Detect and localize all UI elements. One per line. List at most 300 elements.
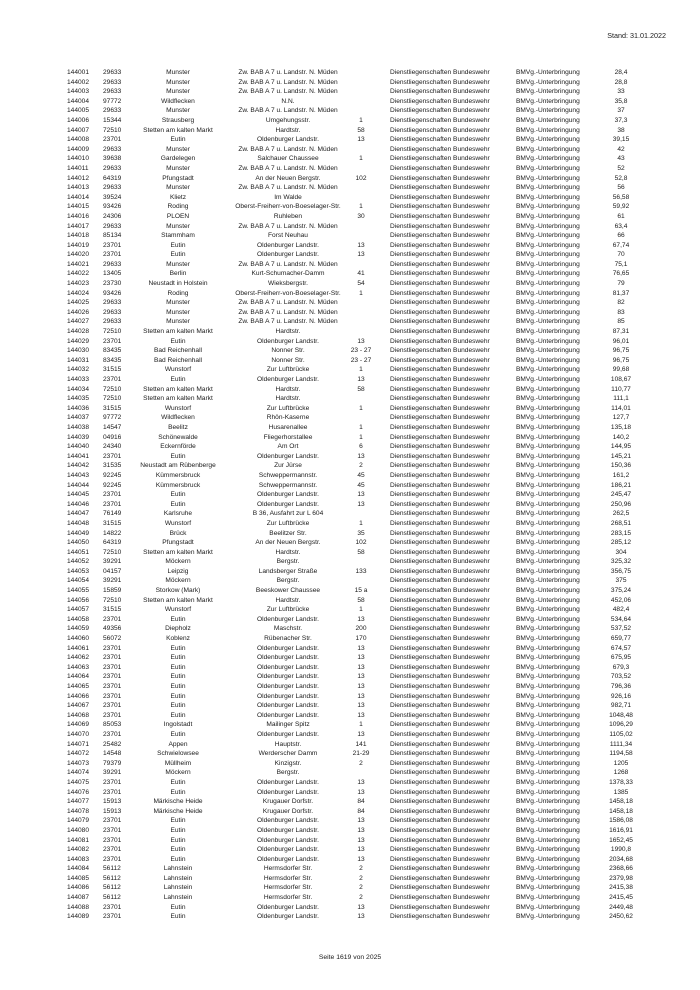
usage-type-cell: BMVg.-Unterbringung xyxy=(516,222,580,230)
usage-type-cell: BMVg.-Unterbringung xyxy=(516,347,580,355)
house-number-cell: 58 xyxy=(357,126,365,134)
postal-code-cell: 72510 xyxy=(103,385,122,393)
property-category-cell: Dienstliegenschaften Bundeswehr xyxy=(390,462,490,470)
row-id-cell: 144048 xyxy=(67,519,90,527)
property-category-cell: Dienstliegenschaften Bundeswehr xyxy=(390,577,490,585)
city-cell: Eutin xyxy=(170,663,186,671)
postal-code-cell: 24306 xyxy=(103,212,122,220)
house-number-cell: 2 xyxy=(359,865,363,873)
postal-code-cell: 15913 xyxy=(103,798,122,806)
area-value-cell: 1458,18 xyxy=(609,798,633,806)
row-id-cell: 144085 xyxy=(67,874,90,882)
street-cell: Oldenburger Landstr. xyxy=(257,644,319,652)
usage-type-cell: BMVg.-Unterbringung xyxy=(516,78,580,86)
usage-type-cell: BMVg.-Unterbringung xyxy=(516,491,580,499)
table-row xyxy=(0,711,700,721)
row-id-cell: 144086 xyxy=(67,884,90,892)
postal-code-cell: 92245 xyxy=(103,471,122,479)
postal-code-cell: 39524 xyxy=(103,193,122,201)
area-value-cell: 674,57 xyxy=(610,644,632,652)
row-id-cell: 144016 xyxy=(67,212,90,220)
property-category-cell: Dienstliegenschaften Bundeswehr xyxy=(390,69,490,76)
property-category-cell: Dienstliegenschaften Bundeswehr xyxy=(390,481,490,489)
property-category-cell: Dienstliegenschaften Bundeswehr xyxy=(390,692,490,700)
row-id-cell: 144041 xyxy=(67,452,90,460)
row-id-cell: 144064 xyxy=(67,673,90,681)
row-id-cell: 144049 xyxy=(67,529,90,537)
city-cell: Eutin xyxy=(170,913,186,921)
postal-code-cell: 29633 xyxy=(103,107,122,115)
usage-type-cell: BMVg.-Unterbringung xyxy=(516,184,580,192)
city-cell: Strausberg xyxy=(161,116,195,124)
usage-type-cell: BMVg.-Unterbringung xyxy=(516,376,580,383)
postal-code-cell: 72510 xyxy=(103,596,122,604)
street-cell: Zur Luftbrücke xyxy=(266,606,310,614)
area-value-cell: 35,8 xyxy=(614,97,628,105)
city-cell: Gardelegen xyxy=(160,155,196,163)
house-number-cell: 141 xyxy=(355,740,367,748)
row-id-cell: 144014 xyxy=(67,193,90,201)
row-id-cell: 144045 xyxy=(67,491,90,499)
table-row xyxy=(0,404,700,414)
postal-code-cell: 29633 xyxy=(103,299,122,307)
street-cell: Zw. BAB A 7 u. Landstr. N. Müden xyxy=(238,107,338,115)
row-id-cell: 144035 xyxy=(67,395,90,403)
city-cell: Stammham xyxy=(161,232,195,240)
city-cell: Eutin xyxy=(170,817,186,825)
house-number-cell: 13 xyxy=(357,711,365,719)
usage-type-cell: BMVg.-Unterbringung xyxy=(516,663,580,671)
table-row xyxy=(0,308,700,318)
property-category-cell: Dienstliegenschaften Bundeswehr xyxy=(390,558,490,566)
table-row xyxy=(0,836,700,846)
table-row xyxy=(0,864,700,874)
area-value-cell: 111,1 xyxy=(613,395,629,403)
row-id-cell: 144078 xyxy=(67,807,90,815)
table-row xyxy=(0,317,700,327)
usage-type-cell: BMVg.-Unterbringung xyxy=(516,193,580,201)
street-cell: Mailinger Spitz xyxy=(266,721,310,729)
street-cell: Zur Luftbrücke xyxy=(266,519,310,527)
postal-code-cell: 23701 xyxy=(103,491,122,499)
usage-type-cell: BMVg.-Unterbringung xyxy=(516,874,580,882)
area-value-cell: 28,4 xyxy=(614,69,628,76)
area-value-cell: 2415,38 xyxy=(609,884,633,892)
table-row xyxy=(0,500,700,510)
usage-type-cell: BMVg.-Unterbringung xyxy=(516,539,580,547)
property-category-cell: Dienstliegenschaften Bundeswehr xyxy=(390,711,490,719)
usage-type-cell: BMVg.-Unterbringung xyxy=(516,308,580,316)
table-row xyxy=(0,912,700,922)
table-row xyxy=(0,231,700,241)
city-cell: Munster xyxy=(166,299,190,307)
table-row xyxy=(0,653,700,663)
street-cell: Oldenburger Landstr. xyxy=(257,702,319,710)
city-cell: Leipzig xyxy=(167,567,189,575)
area-value-cell: 452,06 xyxy=(610,596,632,604)
table-row xyxy=(0,68,700,78)
area-value-cell: 75,1 xyxy=(614,260,628,268)
city-cell: Eutin xyxy=(170,251,186,259)
property-category-cell: Dienstliegenschaften Bundeswehr xyxy=(390,184,490,192)
postal-code-cell: 23701 xyxy=(103,337,122,345)
area-value-cell: 161,2 xyxy=(612,471,630,479)
house-number-cell: 41 xyxy=(357,270,365,278)
usage-type-cell: BMVg.-Unterbringung xyxy=(516,798,580,806)
property-category-cell: Dienstliegenschaften Bundeswehr xyxy=(390,769,490,777)
property-category-cell: Dienstliegenschaften Bundeswehr xyxy=(390,260,490,268)
table-row xyxy=(0,807,700,817)
row-id-cell: 144050 xyxy=(67,539,90,547)
postal-code-cell: 23730 xyxy=(103,280,122,288)
table-row xyxy=(0,701,700,711)
house-number-cell: 30 xyxy=(357,212,365,220)
postal-code-cell: 93426 xyxy=(103,289,122,297)
area-value-cell: 99,68 xyxy=(612,366,630,374)
table-row xyxy=(0,874,700,884)
house-number-cell: 2 xyxy=(359,759,363,767)
property-category-cell: Dienstliegenschaften Bundeswehr xyxy=(390,807,490,815)
row-id-cell: 144018 xyxy=(67,232,90,240)
house-number-cell: 13 xyxy=(357,241,365,249)
street-cell: Oldenburger Landstr. xyxy=(257,500,319,508)
area-value-cell: 534,64 xyxy=(610,615,632,623)
street-cell: Hermsdorfer Str. xyxy=(263,894,313,902)
row-id-cell: 144054 xyxy=(67,577,90,585)
table-row xyxy=(0,97,700,107)
street-cell: Oldenburger Landstr. xyxy=(257,452,319,460)
table-row xyxy=(0,202,700,212)
property-category-cell: Dienstliegenschaften Bundeswehr xyxy=(390,116,490,124)
postal-code-cell: 29633 xyxy=(103,222,122,230)
property-category-cell: Dienstliegenschaften Bundeswehr xyxy=(390,155,490,163)
usage-type-cell: BMVg.-Unterbringung xyxy=(516,702,580,710)
property-category-cell: Dienstliegenschaften Bundeswehr xyxy=(390,539,490,547)
row-id-cell: 144003 xyxy=(67,88,90,96)
postal-code-cell: 23701 xyxy=(103,913,122,921)
table-row xyxy=(0,87,700,97)
usage-type-cell: BMVg.-Unterbringung xyxy=(516,280,580,288)
street-cell: Umgehungsstr. xyxy=(265,116,311,124)
house-number-cell: 13 xyxy=(357,913,365,921)
area-value-cell: 140,2 xyxy=(612,433,630,441)
area-value-cell: 127,7 xyxy=(612,414,630,422)
street-cell: Hermsdorfer Str. xyxy=(263,865,313,873)
street-cell: Im Walde xyxy=(274,193,302,201)
street-cell: Zw. BAB A 7 u. Landstr. N. Müden xyxy=(238,299,338,307)
row-id-cell: 144031 xyxy=(67,356,90,364)
city-cell: Roding xyxy=(167,289,189,297)
postal-code-cell: 23701 xyxy=(103,500,122,508)
area-value-cell: 66 xyxy=(617,232,625,240)
table-row xyxy=(0,394,700,404)
house-number-cell: 2 xyxy=(359,462,363,470)
city-cell: Eutin xyxy=(170,654,186,662)
table-row xyxy=(0,193,700,203)
area-value-cell: 1616,91 xyxy=(609,826,633,834)
postal-code-cell: 23701 xyxy=(103,846,122,854)
table-row xyxy=(0,672,700,682)
area-value-cell: 82 xyxy=(617,299,625,307)
area-value-cell: 1652,45 xyxy=(609,836,633,844)
city-cell: Eutin xyxy=(170,615,186,623)
city-cell: Wunstorf xyxy=(164,366,192,374)
row-id-cell: 144068 xyxy=(67,711,90,719)
street-cell: Zw. BAB A 7 u. Landstr. N. Müden xyxy=(238,145,338,153)
house-number-cell: 200 xyxy=(355,625,367,633)
row-id-cell: 144076 xyxy=(67,788,90,796)
table-row xyxy=(0,624,700,634)
house-number-cell: 1 xyxy=(359,366,363,374)
usage-type-cell: BMVg.-Unterbringung xyxy=(516,615,580,623)
table-row xyxy=(0,615,700,625)
property-category-cell: Dienstliegenschaften Bundeswehr xyxy=(390,846,490,854)
row-id-cell: 144022 xyxy=(67,270,90,278)
row-id-cell: 144023 xyxy=(67,280,90,288)
city-cell: Stetten am kalten Markt xyxy=(143,548,213,556)
property-table xyxy=(0,68,700,922)
city-cell: Eutin xyxy=(170,241,186,249)
usage-type-cell: BMVg.-Unterbringung xyxy=(516,846,580,854)
usage-type-cell: BMVg.-Unterbringung xyxy=(516,692,580,700)
city-cell: Diepholz xyxy=(165,625,191,633)
area-value-cell: 81,37 xyxy=(612,289,630,297)
usage-type-cell: BMVg.-Unterbringung xyxy=(516,836,580,844)
house-number-cell: 13 xyxy=(357,903,365,911)
row-id-cell: 144037 xyxy=(67,414,90,422)
city-cell: Märkische Heide xyxy=(153,807,203,815)
usage-type-cell: BMVg.-Unterbringung xyxy=(516,788,580,796)
area-value-cell: 42 xyxy=(617,145,625,153)
city-cell: Eutin xyxy=(170,376,186,383)
area-value-cell: 304 xyxy=(615,548,627,556)
area-value-cell: 96,01 xyxy=(612,337,630,345)
house-number-cell: 2 xyxy=(359,894,363,902)
area-value-cell: 145,21 xyxy=(610,452,632,460)
area-value-cell: 2449,48 xyxy=(609,903,633,911)
city-cell: Müllheim xyxy=(164,759,192,767)
city-cell: Möckern xyxy=(165,558,191,566)
house-number-cell: 45 xyxy=(357,471,365,479)
house-number-cell: 13 xyxy=(357,778,365,786)
street-cell: Nonner Str. xyxy=(271,347,305,355)
house-number-cell: 35 xyxy=(357,529,365,537)
area-value-cell: 43 xyxy=(617,155,625,163)
city-cell: Eutin xyxy=(170,452,186,460)
table-row xyxy=(0,375,700,385)
row-id-cell: 144073 xyxy=(67,759,90,767)
house-number-cell: 13 xyxy=(357,683,365,690)
usage-type-cell: BMVg.-Unterbringung xyxy=(516,855,580,863)
postal-code-cell: 29633 xyxy=(103,78,122,86)
street-cell: Oldenburger Landstr. xyxy=(257,251,319,259)
row-id-cell: 144056 xyxy=(67,596,90,604)
city-cell: Wunstorf xyxy=(164,606,192,614)
city-cell: Eutin xyxy=(170,778,186,786)
usage-type-cell: BMVg.-Unterbringung xyxy=(516,894,580,902)
postal-code-cell: 83435 xyxy=(103,347,122,355)
postal-code-cell: 23701 xyxy=(103,376,122,383)
table-row xyxy=(0,720,700,730)
postal-code-cell: 23701 xyxy=(103,452,122,460)
area-value-cell: 28,8 xyxy=(614,78,628,86)
row-id-cell: 144063 xyxy=(67,663,90,671)
area-value-cell: 1586,08 xyxy=(609,817,633,825)
street-cell: Bergstr. xyxy=(276,577,300,585)
house-number-cell: 58 xyxy=(357,385,365,393)
city-cell: Koblenz xyxy=(166,635,190,643)
house-number-cell: 13 xyxy=(357,836,365,844)
postal-code-cell: 14822 xyxy=(103,529,122,537)
area-value-cell: 1385 xyxy=(613,788,629,796)
table-row xyxy=(0,327,700,337)
property-category-cell: Dienstliegenschaften Bundeswehr xyxy=(390,88,490,96)
area-value-cell: 96,75 xyxy=(612,356,630,364)
property-category-cell: Dienstliegenschaften Bundeswehr xyxy=(390,798,490,806)
area-value-cell: 186,21 xyxy=(610,481,632,489)
house-number-cell: 13 xyxy=(357,136,365,144)
table-row xyxy=(0,183,700,193)
property-category-cell: Dienstliegenschaften Bundeswehr xyxy=(390,606,490,614)
city-cell: Eutin xyxy=(170,702,186,710)
table-row xyxy=(0,135,700,145)
usage-type-cell: BMVg.-Unterbringung xyxy=(516,606,580,614)
usage-type-cell: BMVg.-Unterbringung xyxy=(516,817,580,825)
table-row xyxy=(0,385,700,395)
area-value-cell: 537,52 xyxy=(610,625,632,633)
area-value-cell: 2379,98 xyxy=(609,874,633,882)
table-row xyxy=(0,490,700,500)
table-row xyxy=(0,663,700,673)
table-row xyxy=(0,365,700,375)
city-cell: Eutin xyxy=(170,673,186,681)
row-id-cell: 144060 xyxy=(67,635,90,643)
table-row xyxy=(0,529,700,539)
area-value-cell: 38 xyxy=(617,126,625,134)
street-cell: Schweppermannstr. xyxy=(258,471,318,479)
property-category-cell: Dienstliegenschaften Bundeswehr xyxy=(390,778,490,786)
usage-type-cell: BMVg.-Unterbringung xyxy=(516,567,580,575)
table-row xyxy=(0,730,700,740)
row-id-cell: 144059 xyxy=(67,625,90,633)
city-cell: Munster xyxy=(166,164,190,172)
street-cell: Hauptstr. xyxy=(274,740,302,748)
house-number-cell: 1 xyxy=(359,423,363,431)
row-id-cell: 144079 xyxy=(67,817,90,825)
house-number-cell: 13 xyxy=(357,730,365,738)
house-number-cell: 13 xyxy=(357,663,365,671)
city-cell: Munster xyxy=(166,69,190,76)
postal-code-cell: 29633 xyxy=(103,260,122,268)
table-row xyxy=(0,346,700,356)
area-value-cell: 52,8 xyxy=(614,174,628,182)
usage-type-cell: BMVg.-Unterbringung xyxy=(516,203,580,211)
table-row xyxy=(0,596,700,606)
street-cell: Beeskower Chaussee xyxy=(255,587,321,595)
postal-code-cell: 23701 xyxy=(103,683,122,690)
postal-code-cell: 64319 xyxy=(103,539,122,547)
street-cell: Oldenburger Landstr. xyxy=(257,730,319,738)
row-id-cell: 144027 xyxy=(67,318,90,326)
house-number-cell: 13 xyxy=(357,251,365,259)
table-row xyxy=(0,250,700,260)
table-row xyxy=(0,154,700,164)
row-id-cell: 144036 xyxy=(67,404,90,412)
house-number-cell: 13 xyxy=(357,337,365,345)
city-cell: Wildflecken xyxy=(161,97,195,105)
table-row xyxy=(0,759,700,769)
postal-code-cell: 15344 xyxy=(103,116,122,124)
table-row xyxy=(0,452,700,462)
usage-type-cell: BMVg.-Unterbringung xyxy=(516,769,580,777)
street-cell: Oldenburger Landstr. xyxy=(257,654,319,662)
postal-code-cell: 93426 xyxy=(103,203,122,211)
street-cell: Oldenburger Landstr. xyxy=(257,913,319,921)
postal-code-cell: 23701 xyxy=(103,836,122,844)
street-cell: Hardtstr. xyxy=(275,548,301,556)
postal-code-cell: 23701 xyxy=(103,817,122,825)
house-number-cell: 13 xyxy=(357,452,365,460)
area-value-cell: 150,36 xyxy=(610,462,632,470)
area-value-cell: 926,16 xyxy=(610,692,632,700)
row-id-cell: 144061 xyxy=(67,644,90,652)
usage-type-cell: BMVg.-Unterbringung xyxy=(516,356,580,364)
property-category-cell: Dienstliegenschaften Bundeswehr xyxy=(390,730,490,738)
property-category-cell: Dienstliegenschaften Bundeswehr xyxy=(390,356,490,364)
usage-type-cell: BMVg.-Unterbringung xyxy=(516,116,580,124)
usage-type-cell: BMVg.-Unterbringung xyxy=(516,107,580,115)
property-category-cell: Dienstliegenschaften Bundeswehr xyxy=(390,164,490,172)
usage-type-cell: BMVg.-Unterbringung xyxy=(516,212,580,220)
area-value-cell: 325,32 xyxy=(610,558,632,566)
row-id-cell: 144042 xyxy=(67,462,90,470)
usage-type-cell: BMVg.-Unterbringung xyxy=(516,481,580,489)
city-cell: Eutin xyxy=(170,788,186,796)
usage-type-cell: BMVg.-Unterbringung xyxy=(516,644,580,652)
row-id-cell: 144051 xyxy=(67,548,90,556)
usage-type-cell: BMVg.-Unterbringung xyxy=(516,558,580,566)
city-cell: Schönewalde xyxy=(158,433,198,441)
property-category-cell: Dienstliegenschaften Bundeswehr xyxy=(390,126,490,134)
property-category-cell: Dienstliegenschaften Bundeswehr xyxy=(390,894,490,902)
row-id-cell: 144012 xyxy=(67,174,90,182)
postal-code-cell: 72510 xyxy=(103,548,122,556)
city-cell: Lahnstein xyxy=(163,894,193,902)
table-row xyxy=(0,557,700,567)
city-cell: Eutin xyxy=(170,836,186,844)
postal-code-cell: 31515 xyxy=(103,404,122,412)
house-number-cell: 54 xyxy=(357,280,365,288)
property-category-cell: Dienstliegenschaften Bundeswehr xyxy=(390,548,490,556)
usage-type-cell: BMVg.-Unterbringung xyxy=(516,423,580,431)
table-row xyxy=(0,145,700,155)
area-value-cell: 108,67 xyxy=(610,376,632,383)
property-category-cell: Dienstliegenschaften Bundeswehr xyxy=(390,596,490,604)
street-cell: Hermsdorfer Str. xyxy=(263,874,313,882)
usage-type-cell: BMVg.-Unterbringung xyxy=(516,337,580,345)
row-id-cell: 144044 xyxy=(67,481,90,489)
street-cell: Zw. BAB A 7 u. Landstr. N. Müden xyxy=(238,69,338,76)
table-row xyxy=(0,567,700,577)
area-value-cell: 114,01 xyxy=(611,404,631,412)
table-row xyxy=(0,816,700,826)
table-row xyxy=(0,893,700,903)
city-cell: Möckern xyxy=(165,577,191,585)
street-cell: Oldenburger Landstr. xyxy=(257,663,319,671)
row-id-cell: 144015 xyxy=(67,203,90,211)
postal-code-cell: 56072 xyxy=(103,635,122,643)
postal-code-cell: 04916 xyxy=(103,433,122,441)
